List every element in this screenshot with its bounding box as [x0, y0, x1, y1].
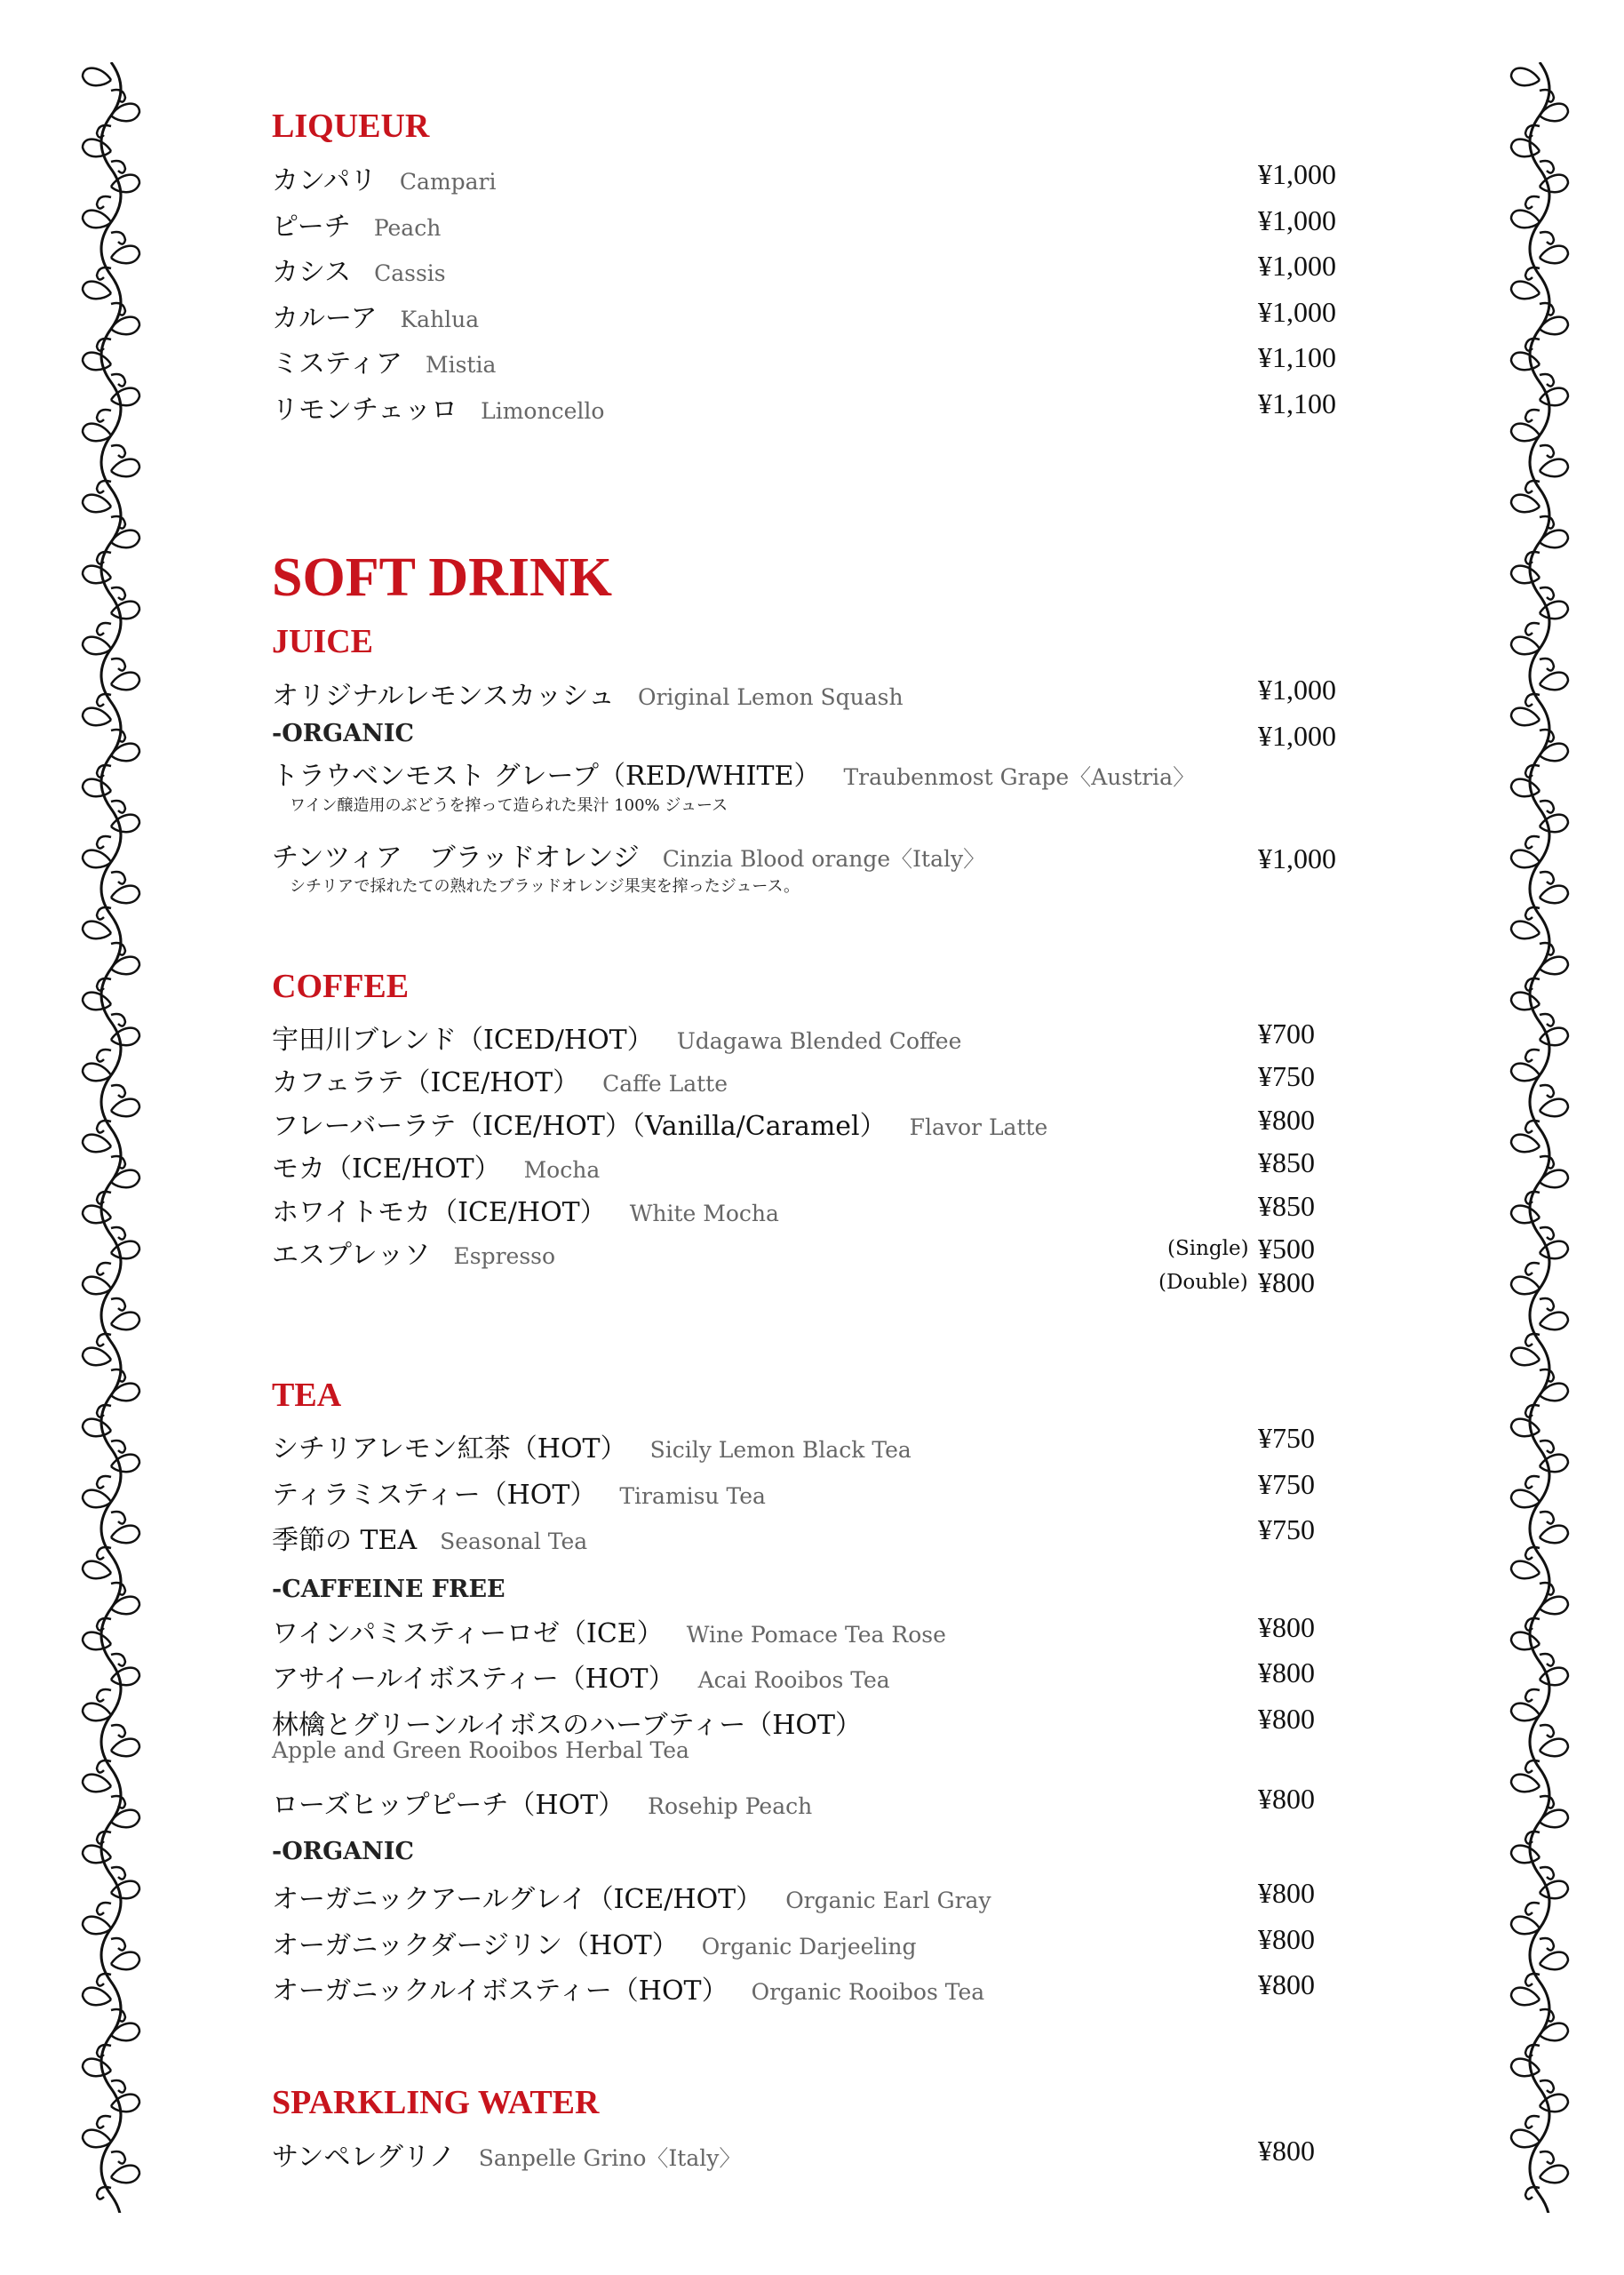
item-name-en: Traubenmost Grape〈Austria〉 — [843, 764, 1196, 790]
item-price: ¥1,000 — [1258, 720, 1336, 752]
item-name-jp: カンパリ — [272, 165, 377, 196]
item-name-jp: リモンチェッロ — [272, 395, 458, 426]
item-name-en: Espresso — [453, 1243, 556, 1269]
item-name-jp: トラウベンモスト グレープ（RED/WHITE） — [272, 761, 821, 792]
menu-item — [272, 674, 904, 713]
menu-item — [272, 1426, 912, 1465]
menu-item — [272, 1923, 917, 1962]
menu-item — [272, 1783, 812, 1822]
subsection-label-caffeine-free: -CAFFEINE FREE — [272, 1576, 506, 1603]
item-price: ¥750 — [1258, 1513, 1315, 1545]
menu-item — [272, 754, 1195, 793]
menu-item — [272, 296, 479, 335]
menu-item — [272, 1518, 587, 1557]
item-price: ¥1,000 — [1258, 250, 1336, 282]
item-price: ¥850 — [1258, 1146, 1315, 1178]
item-price: ¥1,000 — [1258, 674, 1336, 706]
section-title-sparkling-water: SPARKLING WATER — [272, 2084, 600, 2121]
section-title-tea: TEA — [272, 1377, 342, 1414]
item-name-en: Organic Rooibos Tea — [751, 1979, 985, 2005]
menu-item — [272, 387, 604, 427]
price-label-single: (Single) — [1167, 1237, 1249, 1260]
item-name-en: Mistia — [426, 352, 497, 378]
menu-item — [272, 1146, 600, 1185]
item-name-jp: カシス — [272, 257, 352, 288]
item-name-en: Sicily Lemon Black Tea — [649, 1437, 912, 1463]
item-name-en: Cassis — [374, 260, 446, 286]
item-price: ¥800 — [1258, 1877, 1315, 1909]
section-title-liqueur: LIQUEUR — [272, 108, 430, 145]
item-description: シチリアで採れたての熟れたブラッドオレンジ果実を搾ったジュース。 — [290, 877, 800, 896]
item-price: ¥800 — [1258, 1923, 1315, 1955]
item-name-jp: オーガニックルイボスティー（HOT） — [272, 1976, 728, 2007]
menu-item — [272, 1060, 728, 1099]
item-name-en: Peach — [373, 215, 442, 241]
item-name-jp: カフェラテ（ICE/HOT） — [272, 1067, 580, 1098]
item-price: ¥800 — [1258, 1783, 1315, 1815]
item-price: ¥800 — [1258, 1611, 1315, 1643]
section-title-soft-drink: SOFT DRINK — [272, 547, 612, 608]
item-name-jp: オーガニックアールグレイ（ICE/HOT） — [272, 1884, 763, 1915]
item-name-en: Organic Darjeeling — [701, 1934, 917, 1960]
menu-item — [272, 1968, 984, 2008]
item-price: ¥750 — [1258, 1060, 1315, 1092]
item-name-en: Udagawa Blended Coffee — [676, 1028, 962, 1054]
item-price: ¥1,000 — [1258, 296, 1336, 328]
item-name-en: Apple and Green Rooibos Herbal Tea — [272, 1737, 689, 1763]
item-name-jp: カルーア — [272, 303, 378, 334]
item-name-en: Sanpelle Grino〈Italy〉 — [478, 2145, 742, 2171]
item-name-jp: 宇田川ブレンド（ICED/HOT） — [272, 1025, 654, 1056]
item-price: ¥1,100 — [1258, 387, 1336, 419]
item-name-en: Organic Earl Gray — [785, 1888, 991, 1913]
item-name-jp: ティラミスティー（HOT） — [272, 1480, 597, 1511]
menu-item — [272, 1611, 946, 1650]
item-price: ¥1,000 — [1258, 842, 1336, 874]
item-price: ¥1,100 — [1258, 341, 1336, 373]
item-name-en: Seasonal Tea — [440, 1529, 588, 1554]
subsection-label-organic: -ORGANIC — [272, 720, 414, 747]
item-price: ¥800 — [1258, 1104, 1315, 1136]
item-name-jp: ホワイトモカ（ICE/HOT） — [272, 1197, 607, 1228]
item-name-en: White Mocha — [629, 1201, 779, 1226]
item-price: ¥1,000 — [1258, 158, 1336, 190]
subsection-label-organic: -ORGANIC — [272, 1838, 414, 1865]
price-label-double: (Double) — [1158, 1271, 1248, 1294]
item-name-jp: アサイールイボスティー（HOT） — [272, 1664, 675, 1695]
item-name-jp: モカ（ICE/HOT） — [272, 1153, 501, 1185]
menu-item — [272, 250, 446, 289]
item-name-en: Tiramisu Tea — [619, 1483, 766, 1509]
item-name-en: Limoncello — [481, 398, 605, 424]
item-name-en: Cinzia Blood orange〈Italy〉 — [662, 846, 986, 872]
item-name-en: Rosehip Peach — [648, 1793, 813, 1819]
menu-item — [272, 1877, 991, 1916]
item-name-jp: ピーチ — [272, 212, 351, 243]
menu-item — [272, 1190, 779, 1229]
item-name-en: Wine Pomace Tea Rose — [686, 1622, 946, 1648]
item-name-jp: エスプレッソ — [272, 1240, 431, 1271]
section-title-juice: JUICE — [272, 623, 374, 660]
item-name-jp: ミスティア — [272, 348, 402, 379]
item-price: ¥700 — [1258, 1018, 1315, 1050]
menu-item — [272, 204, 441, 243]
item-name-jp: オリジナルレモンスカッシュ — [272, 681, 615, 712]
item-price: ¥750 — [1258, 1422, 1315, 1454]
menu-item — [272, 341, 496, 380]
item-name-jp: 季節の TEA — [272, 1525, 418, 1556]
item-name-en: Original Lemon Squash — [637, 684, 904, 710]
menu-item — [272, 1703, 862, 1742]
menu-item — [272, 1233, 555, 1272]
item-name-jp: フレーバーラテ（ICE/HOT）（Vanilla/Caramel） — [272, 1111, 887, 1142]
item-name-jp: サンペレグリノ — [272, 2142, 456, 2173]
item-name-en: Kahlua — [400, 307, 480, 332]
item-name-jp: ワインパミスティーロゼ（ICE） — [272, 1618, 664, 1649]
menu-item — [272, 1473, 766, 1512]
menu-item — [272, 1018, 961, 1057]
item-name-jp: 林檎とグリーンルイボスのハーブティー（HOT） — [272, 1710, 863, 1741]
item-price: ¥800 — [1258, 1266, 1315, 1298]
item-name-en: Acai Rooibos Tea — [697, 1667, 890, 1693]
section-title-coffee: COFFEE — [272, 968, 410, 1005]
menu-item — [272, 2135, 741, 2174]
item-price: ¥800 — [1258, 1968, 1315, 2000]
item-price: ¥500 — [1258, 1233, 1315, 1265]
item-name-jp: ローズヒップピーチ（HOT） — [272, 1790, 625, 1821]
item-price: ¥800 — [1258, 1703, 1315, 1735]
item-name-jp: チンツィア ブラッドオレンジ — [272, 842, 640, 874]
menu-item — [272, 158, 497, 197]
item-price: ¥750 — [1258, 1468, 1315, 1500]
menu-item — [272, 1656, 890, 1696]
menu-item — [272, 1104, 1047, 1143]
item-price: ¥850 — [1258, 1190, 1315, 1222]
menu-item — [272, 835, 985, 874]
item-name-en: Mocha — [523, 1157, 601, 1183]
item-name-jp: オーガニックダージリン（HOT） — [272, 1930, 679, 1961]
item-name-en: Campari — [399, 169, 497, 195]
item-price: ¥800 — [1258, 2135, 1315, 2167]
item-price: ¥800 — [1258, 1656, 1315, 1688]
item-name-jp: シチリアレモン紅茶（HOT） — [272, 1433, 627, 1465]
item-name-en: Flavor Latte — [909, 1114, 1048, 1140]
item-description: ワイン醸造用のぶどうを搾って造られた果汁 100% ジュース — [290, 796, 728, 815]
item-name-en: Caffe Latte — [602, 1071, 728, 1097]
item-price: ¥1,000 — [1258, 204, 1336, 236]
